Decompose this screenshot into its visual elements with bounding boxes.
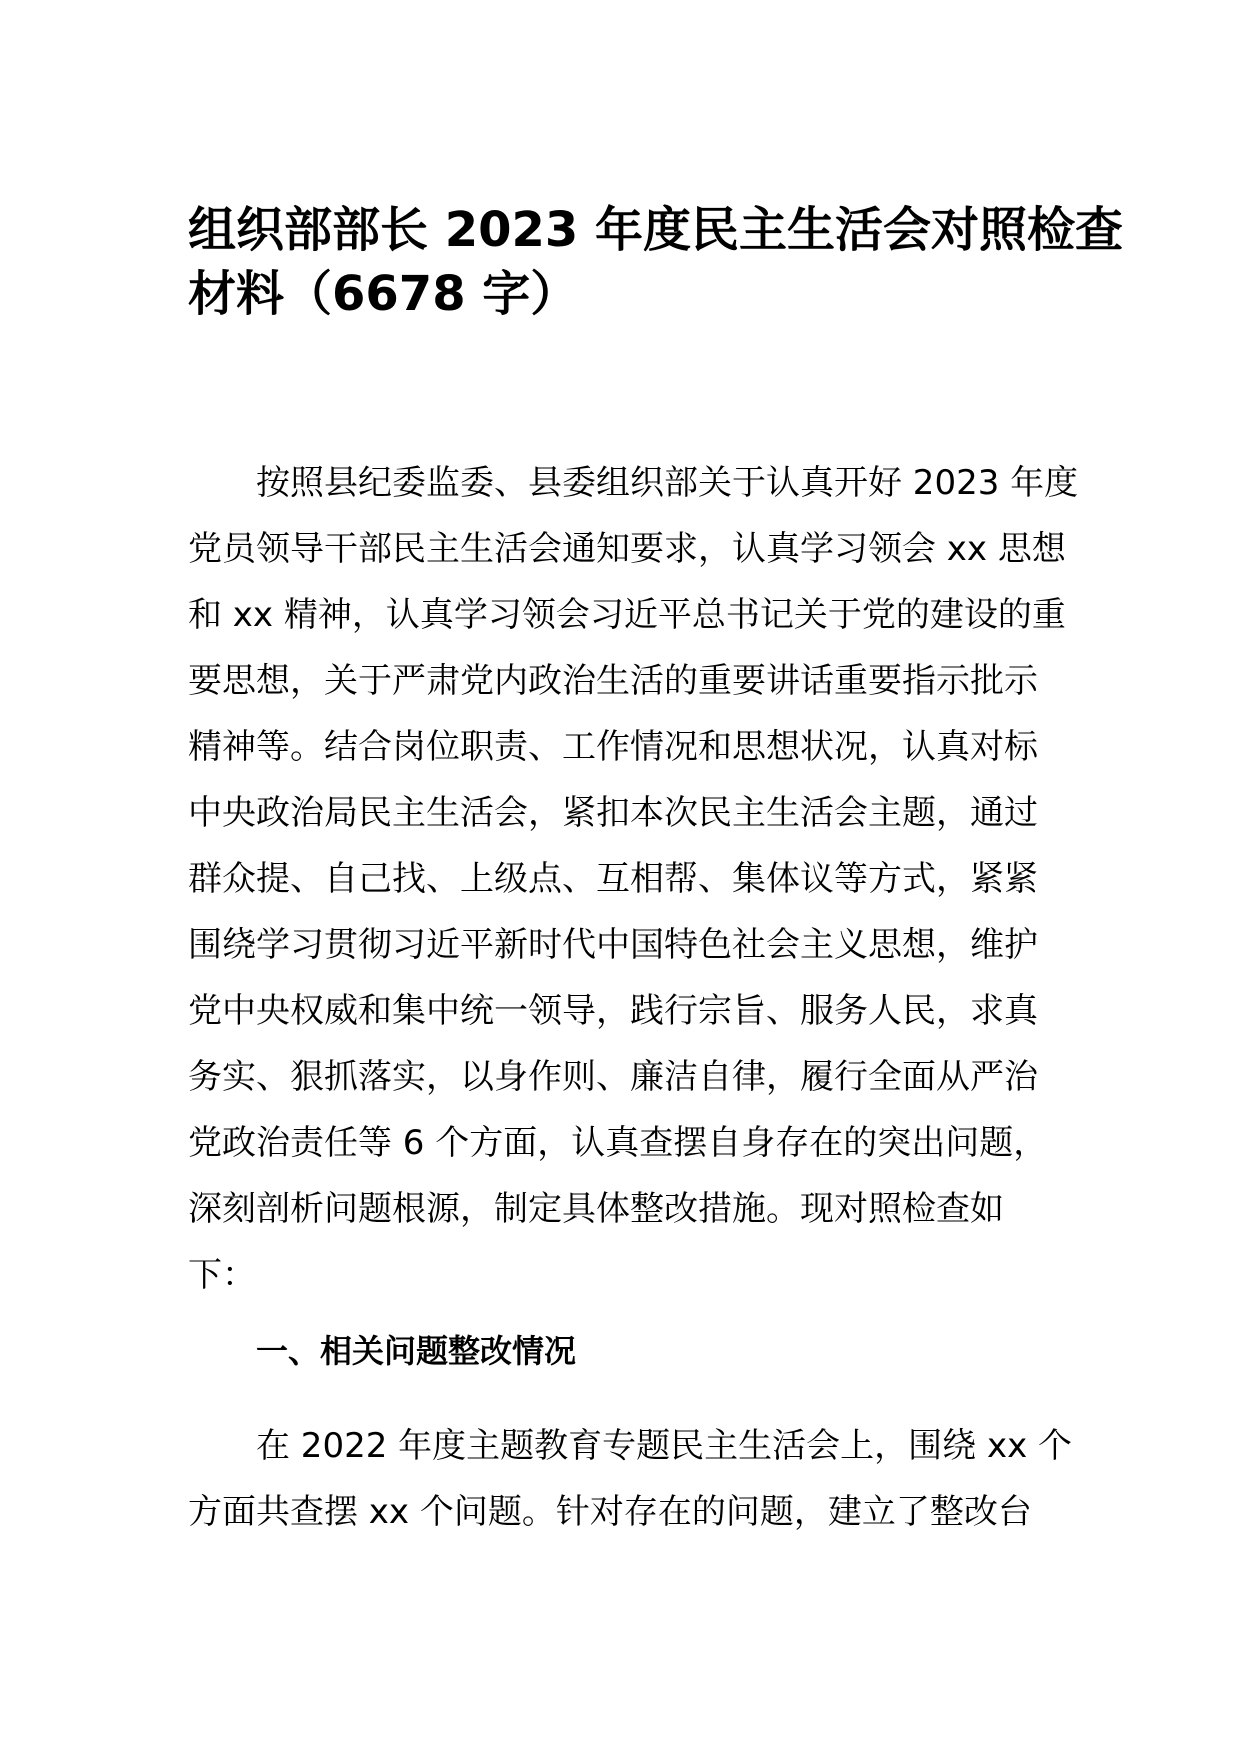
paragraph-line: 深刻剖析问题根源，制定具体整改措施。现对照检查如 — [188, 1189, 1004, 1229]
paragraph-line: 党政治责任等 6 个方面，认真查摆自身存在的突出问题， — [188, 1123, 1048, 1163]
paragraph-line: 群众提、自己找、上级点、互相帮、集体议等方式，紧紧 — [188, 859, 1038, 899]
paragraph-line: 方面共查摆 xx 个问题。针对存在的问题，建立了整改台 — [188, 1492, 1032, 1532]
paragraph-line: 务实、狠抓落实，以身作则、廉洁自律，履行全面从严治 — [188, 1057, 1038, 1097]
paragraph-line: 中央政治局民主生活会，紧扣本次民主生活会主题，通过 — [188, 793, 1038, 833]
paragraph-line: 在 2022 年度主题教育专题民主生活会上，围绕 xx 个 — [256, 1426, 1072, 1466]
paragraph-line: 和 xx 精神，认真学习领会习近平总书记关于党的建设的重 — [188, 595, 1066, 635]
paragraph-line: 围绕学习贯彻习近平新时代中国特色社会主义思想，维护 — [188, 925, 1038, 965]
paragraph-line: 按照县纪委监委、县委组织部关于认真开好 2023 年度 — [256, 463, 1079, 503]
paragraph-line: 要思想，关于严肃党内政治生活的重要讲话重要指示批示 — [188, 661, 1038, 701]
document-title — [188, 198, 1124, 326]
paragraph-line: 党员领导干部民主生活会通知要求，认真学习领会 xx 思想 — [188, 529, 1066, 569]
intro-paragraph — [188, 450, 1079, 1308]
title-line: 组织部部长 2023 年度民主生活会对照检查 — [188, 202, 1124, 258]
section-paragraph — [188, 1413, 1072, 1545]
title-line: 材料（6678 字） — [188, 266, 579, 322]
paragraph-line: 党中央权威和集中统一领导，践行宗旨、服务人民，求真 — [188, 991, 1038, 1031]
section-heading: 一、相关问题整改情况 — [256, 1332, 577, 1370]
paragraph-line: 下： — [188, 1255, 256, 1295]
paragraph-line: 精神等。结合岗位职责、工作情况和思想状况，认真对标 — [188, 727, 1038, 767]
